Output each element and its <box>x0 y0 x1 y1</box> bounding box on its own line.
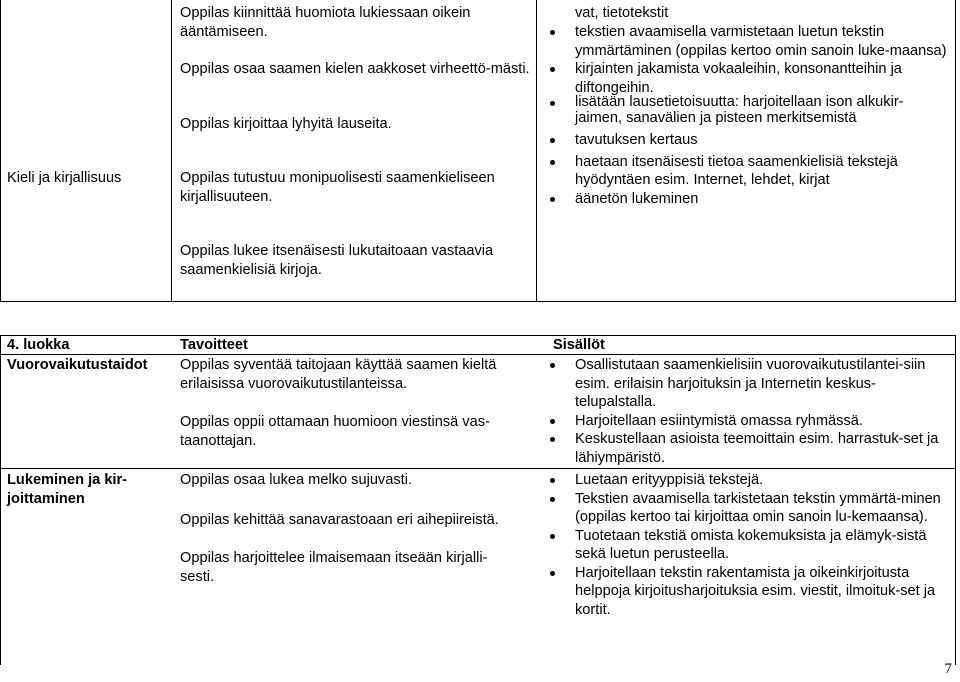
list-item: haetaan itsenäisesti tietoa saamenkielisiä tekstejä hyödyntäen esim. Internet, lehdet, kirjat <box>542 153 950 190</box>
category-kieli-ja-kirjallisuus: Kieli ja kirjallisuus <box>7 170 122 186</box>
list-item: lisätään lausetietoisuutta: harjoitellaan ison alkukir-jaimen, sanavälien ja pisteen merkitsemistä <box>542 94 950 126</box>
list-item: Harjoitellaan esiintymistä omassa ryhmässä. <box>542 412 952 431</box>
goal-text: Oppilas harjoittelee ilmaisemaan itseään kirjalli-sesti. <box>180 550 488 585</box>
list-item: Osallistutaan saamenkielisiin vuorovaikutustilantei-siin esim. erilaisin harjoituksin ja Internetin keskus-telupalstalla. <box>542 356 952 412</box>
goal-text: Oppilas kiinnittää huomiota lukiessaan oikein ääntämiseen. <box>180 5 471 40</box>
grade-table-row-separator <box>0 468 956 469</box>
header-grade: 4. luokka <box>7 337 70 353</box>
goal-text: Oppilas syventää taitojaan käyttää saamen kieltä erilaisissa vuorovaikutustilanteissa. <box>180 357 497 392</box>
header-contents: Sisällöt <box>553 337 605 353</box>
grade-table-right-border <box>955 335 956 665</box>
category-vuorovaikutustaidot: Vuorovaikutustaidot <box>7 357 148 373</box>
top-table-divider-2 <box>536 0 537 302</box>
list-item: tavutuksen kertaus <box>542 131 950 150</box>
category-lukeminen-ja-kirjoittaminen: Lukeminen ja kir-joittaminen <box>7 472 128 507</box>
grade-table-header-rule <box>0 354 956 355</box>
top-table-divider-1 <box>171 0 172 302</box>
list-item: Tekstien avaamisella tarkistetaan tekstin ymmärtä-minen (oppilas kertoo tai kirjoittaa omin sanoin lu-kemaansa). <box>542 490 952 527</box>
goal-text: Oppilas lukee itsenäisesti lukutaitoaan vastaavia saamenkielisiä kirjoja. <box>180 243 494 278</box>
list-item: Luetaan erityyppisiä tekstejä. <box>542 471 952 490</box>
goal-text: Oppilas tutustuu monipuolisesti saamenkieliseen kirjallisuuteen. <box>180 170 495 205</box>
goal-text: Oppilas oppii ottamaan huomioon viestinsä vas-taanottajan. <box>180 414 490 449</box>
list-item: Harjoitellaan tekstin rakentamista ja oikeinkirjoitusta helppoja kirjoitusharjoituksia esim. viestit, ilmoituk-set ja kortit. <box>542 564 952 620</box>
list-item: Tuotetaan tekstiä omista kokemuksista ja elämyk-sistä sekä luetun perusteella. <box>542 527 952 564</box>
grade-table-left-border <box>0 335 1 665</box>
goal-text: Oppilas osaa lukea melko sujuvasti. <box>180 472 412 488</box>
list-item: äänetön lukeminen <box>542 190 950 209</box>
list-item: kirjainten jakamista vokaaleihin, konsonantteihin ja diftongeihin. <box>542 60 950 97</box>
row1-contents-list <box>542 356 952 467</box>
goal-text: Oppilas osaa saamen kielen aakkoset virheettö-mästi. <box>180 61 530 77</box>
goal-text: Oppilas kehittää sanavarastoaan eri aihepiireistä. <box>180 512 499 528</box>
row2-contents-list <box>542 471 952 619</box>
list-item: tekstien avaamisella varmistetaan luetun tekstin ymmärtäminen (oppilas kertoo omin sanoin luke-maansa) <box>542 23 950 60</box>
top-table-left-border <box>0 0 1 302</box>
goal-text: Oppilas kirjoittaa lyhyitä lauseita. <box>180 116 392 132</box>
top-contents-list <box>542 23 950 208</box>
list-item: Keskustellaan asioista teemoittain esim. harrastuk-set ja lähiympäristö. <box>542 430 952 467</box>
top-table-bottom-border <box>0 301 956 302</box>
page-number: 7 <box>944 660 952 677</box>
contents-intro: vat, tietotekstit <box>575 5 669 21</box>
grade-table-top-border <box>0 335 956 336</box>
header-goals: Tavoitteet <box>180 337 248 353</box>
top-table-right-border <box>955 0 956 302</box>
